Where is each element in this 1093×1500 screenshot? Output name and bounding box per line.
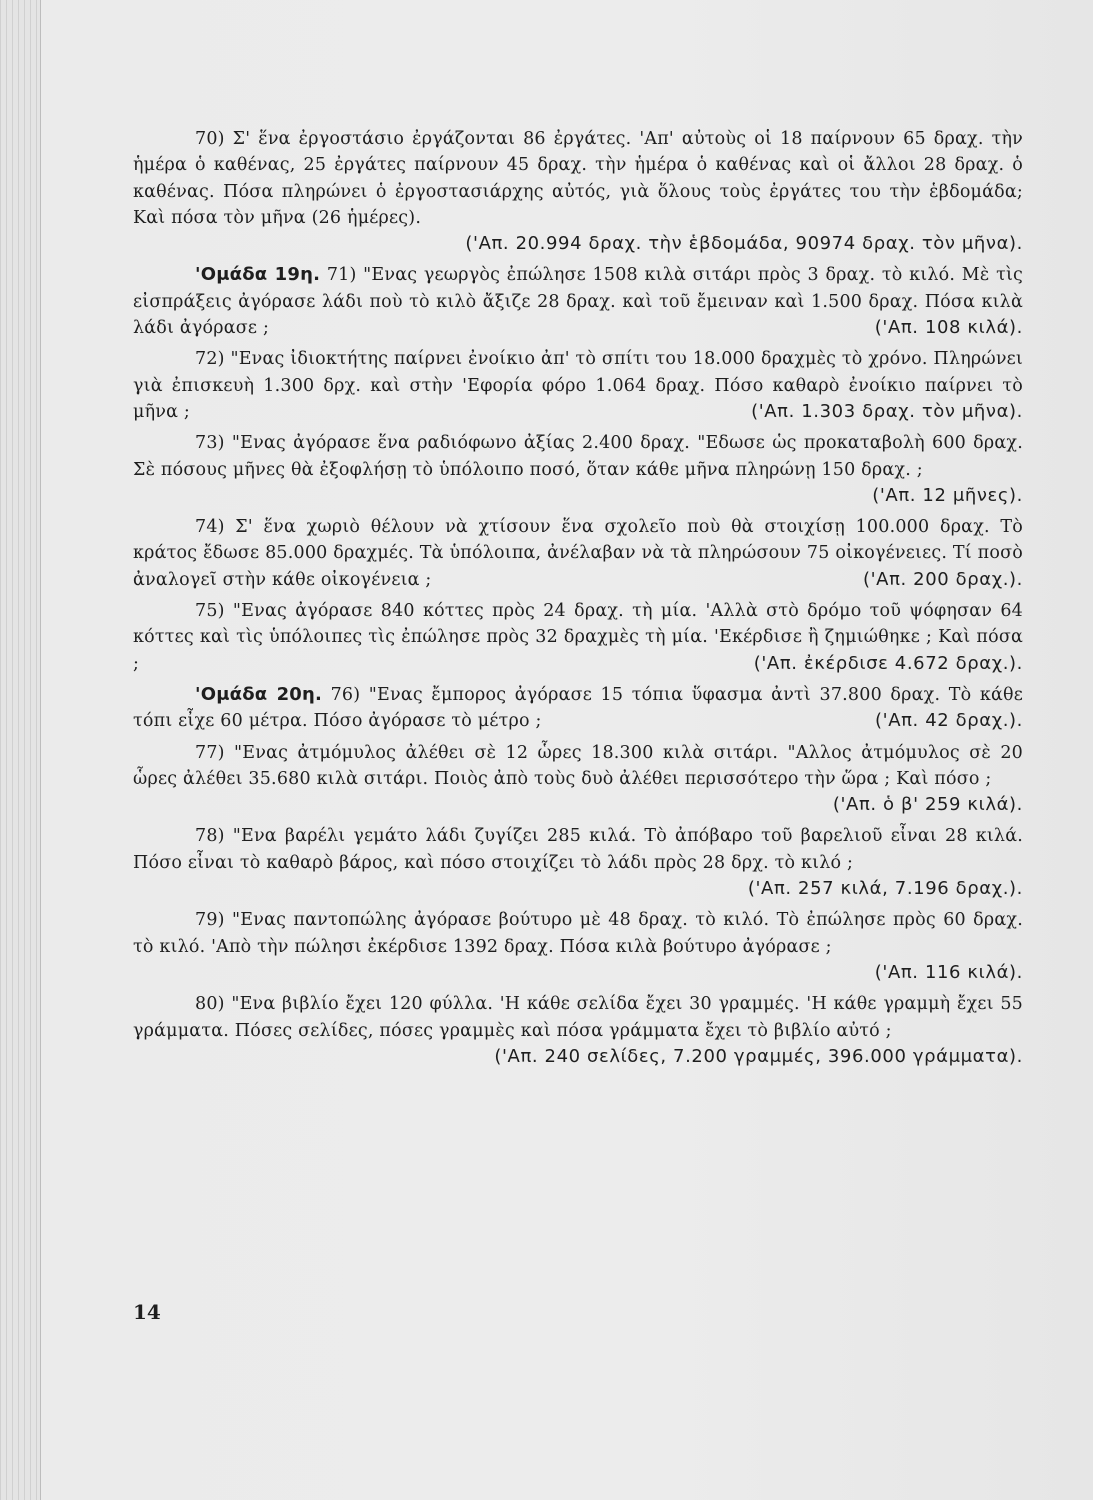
problem-75 bbox=[133, 598, 1023, 677]
problem-80 bbox=[133, 991, 1023, 1070]
group-heading: 'Ομάδα 19η. bbox=[195, 264, 321, 286]
group-heading: 'Ομάδα 20η. bbox=[195, 683, 323, 705]
problem-79 bbox=[133, 907, 1023, 986]
problem-73 bbox=[133, 430, 1023, 509]
problem-text: 80) "Ενα βιβλίο ἔχει 120 φύλλα. 'Η κάθε σελίδα ἔχει 30 γραμμές. 'Η κάθε γραμμὴ ἔχει 55 γράμματα. Πόσες σελίδες, πόσες γραμμὲς καὶ πόσα γράμματα ἔχει τὸ βιβλίο αὐτό ; bbox=[133, 994, 1023, 1041]
problem-answer: ('Απ. 1.303 δραχ. τὸν μῆνα). bbox=[751, 400, 1023, 422]
page-number: 14 bbox=[133, 1300, 161, 1324]
problem-71 bbox=[133, 262, 1023, 341]
problem-text: 72) "Ενας ἰδιοκτήτης παίρνει ἐνοίκιο ἀπ' τὸ σπίτι του 18.000 δραχμὲς τὸ χρόνο. Πληρώνει γιὰ ἐπισκευὴ 1.300 δρχ. καὶ στὴν 'Εφορία φόρο 1.064 δραχ. Πόσο καθαρὸ ἐνοίκιο παίρνει τὸ μῆνα ; bbox=[133, 349, 1023, 422]
problem-answer: ('Απ. 200 δραχ.). bbox=[862, 568, 1023, 590]
problem-text: 77) "Ενας ἀτμόμυλος ἀλέθει σὲ 12 ὧρες 18.300 κιλὰ σιτάρι. "Αλλος ἀτμόμυλος σὲ 20 ὧρες ἀλέθει 35.680 κιλὰ σιτάρι. Ποιὸς ἀπὸ τοὺς δυὸ ἀλέθει περισσότερο τὴν ὥρα ; Καὶ πόσο ; bbox=[133, 742, 1023, 789]
problem-text: 78) "Ενα βαρέλι γεμάτο λάδι ζυγίζει 285 κιλά. Τὸ ἀπόβαρο τοῦ βαρελιοῦ εἶναι 28 κιλά. Πόσο εἶναι τὸ καθαρὸ βάρος, καὶ πόσο στοιχίζει τὸ λάδι πρὸς 28 δρχ. τὸ κιλό ; bbox=[133, 826, 1023, 873]
problem-answer: ('Απ. 20.994 δραχ. τὴν ἑβδομάδα, 90974 δραχ. τὸν μῆνα). bbox=[465, 233, 1023, 255]
problem-72 bbox=[133, 346, 1023, 425]
problem-76 bbox=[133, 682, 1023, 735]
problem-text: 73) "Ενας ἀγόρασε ἕνα ραδιόφωνο ἀξίας 2.400 δραχ. "Εδωσε ὡς προκαταβολὴ 600 δραχ. Σὲ πόσους μῆνες θὰ ἐξοφλήσῃ τὸ ὑπόλοιπο ποσό, ὅταν κάθε μῆνα πληρώνῃ 150 δραχ. ; bbox=[133, 433, 1023, 480]
page-stack-edges bbox=[0, 0, 41, 1500]
problem-text: 70) Σ' ἕνα ἐργοστάσιο ἐργάζονται 86 ἐργάτες. 'Απ' αὐτοὺς οἱ 18 παίρνουν 65 δραχ. τὴν ἡμέρα ὁ καθένας, 25 ἐργάτες παίρνουν 45 δραχ. τὴν ἡμέρα ὁ καθένας καὶ οἱ ἄλλοι 28 δραχ. ὁ καθένας. Πόσα πληρώνει ὁ ἐργοστασιάρχης αὐτός, γιὰ ὅλους τοὺς ἐργάτες του τὴν ἑβδομάδα; Καὶ πόσα τὸν μῆνα (26 ἡμέρες). bbox=[133, 129, 1023, 228]
problem-text: 76) "Ενας ἔμπορος ἀγόρασε 15 τόπια ὕφασμα ἀντὶ 37.800 δραχ. Τὸ κάθε τόπι εἶχε 60 μέτρα. Πόσο ἀγόρασε τὸ μέτρο ; bbox=[133, 684, 1024, 732]
problem-text: 75) "Ενας ἀγόρασε 840 κόττες πρὸς 24 δραχ. τὴ μία. 'Αλλὰ στὸ δρόμο τοῦ ψόφησαν 64 κόττες καὶ τὶς ὑπόλοιπες τὶς ἐπώλησε πρὸς 32 δραχμὲς τὴ μία. 'Εκέρδισε ἢ ζημιώθηκε ; Καὶ πόσα ; bbox=[133, 601, 1023, 674]
problem-74 bbox=[133, 514, 1023, 593]
problem-text: 71) "Ενας γεωργὸς ἐπώλησε 1508 κιλὰ σιτάρι πρὸς 3 δραχ. τὸ κιλό. Μὲ τὶς εἰσπράξεις ἀγόρασε λάδι ποὺ τὸ κιλὸ ἄξιζε 28 δραχ. καὶ τοῦ ἔμειναν καὶ 1.500 δραχ. Πόσα κιλὰ λάδι ἀγόρασε ; bbox=[133, 265, 1024, 339]
problem-78 bbox=[133, 823, 1023, 902]
problem-77 bbox=[133, 740, 1023, 819]
problem-answer: ('Απ. 257 κιλά, 7.196 δραχ.). bbox=[747, 878, 1023, 900]
problem-70 bbox=[133, 126, 1023, 257]
problem-answer: ('Απ. 108 κιλά). bbox=[874, 317, 1023, 339]
problem-text: 79) "Ενας παντοπώλης ἀγόρασε βούτυρο μὲ 48 δραχ. τὸ κιλό. Τὸ ἐπώλησε πρὸς 60 δραχ. τὸ κιλό. 'Απὸ τὴν πώλησι ἐκέρδισε 1392 δραχ. Πόσα κιλὰ βούτυρο ἀγόρασε ; bbox=[133, 910, 1023, 957]
problems-text-block bbox=[133, 126, 1023, 1070]
problem-answer: ('Απ. ὁ β' 259 κιλά). bbox=[832, 794, 1023, 816]
problem-answer: ('Απ. 12 μῆνες). bbox=[872, 484, 1023, 506]
problem-answer: ('Απ. 240 σελίδες, 7.200 γραμμές, 396.000 γράμματα). bbox=[494, 1045, 1023, 1067]
problem-answer: ('Απ. ἐκέρδισε 4.672 δραχ.). bbox=[753, 652, 1023, 674]
problem-answer: ('Απ. 42 δραχ.). bbox=[875, 710, 1023, 732]
problem-answer: ('Απ. 116 κιλά). bbox=[874, 961, 1023, 983]
problem-text: 74) Σ' ἕνα χωριὸ θέλουν νὰ χτίσουν ἕνα σχολεῖο ποὺ θὰ στοιχίσῃ 100.000 δραχ. Τὸ κράτος ἔδωσε 85.000 δραχμές. Τὰ ὑπόλοιπα, ἀνέλαβαν νὰ τὰ πληρώσουν 75 οἰκογένειες. Τί ποσὸ ἀναλογεῖ στὴν κάθε οἰκογένεια ; bbox=[133, 517, 1023, 590]
